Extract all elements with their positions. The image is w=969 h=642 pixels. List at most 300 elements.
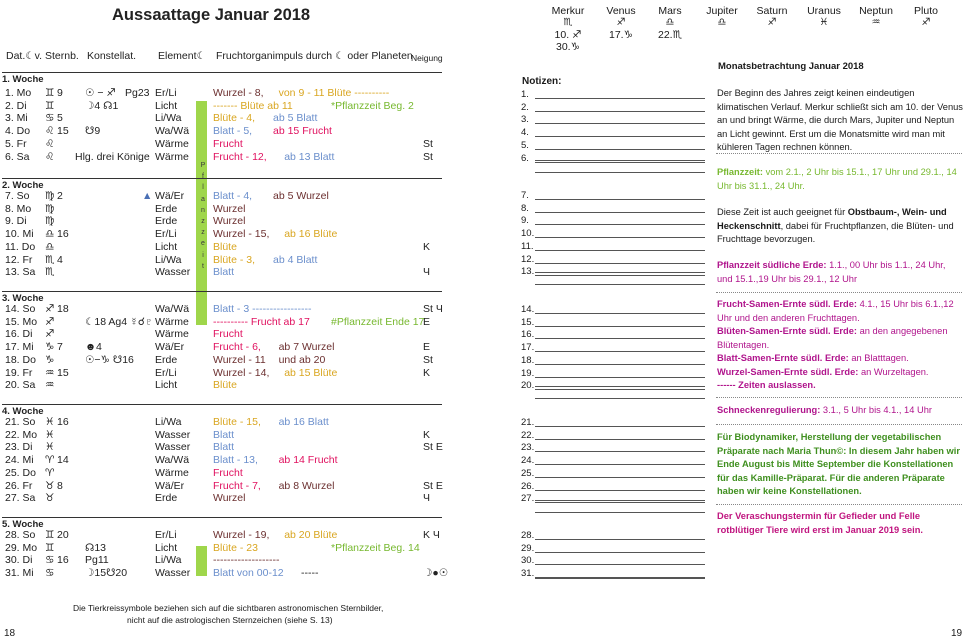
row-date: 24. Mi	[5, 454, 34, 467]
week-divider	[2, 72, 442, 73]
row-moon-time: 16	[57, 228, 69, 241]
row-sign: ♓	[45, 441, 55, 454]
row-date: 5. Fr	[5, 137, 27, 150]
notes-label: Notizen:	[522, 76, 562, 87]
note-line[interactable]	[535, 502, 705, 503]
note-number: 3.	[521, 114, 529, 126]
row-frucht: Wurzel - 8,	[213, 87, 264, 99]
row-element: Wärme	[155, 137, 189, 150]
planet-extra2	[695, 41, 749, 53]
row-element: Wa/Wä	[155, 303, 190, 315]
table-row	[5, 241, 445, 254]
note-number: 19.	[521, 367, 535, 379]
planet-extra2	[643, 41, 697, 53]
row-konstellation: ☾18 Ag4 ☿☌♇	[85, 315, 153, 328]
row-frucht: Wurzel - 15,	[213, 228, 270, 241]
note-line[interactable]	[535, 578, 705, 579]
row-element: Wasser	[155, 428, 191, 441]
note-number: 24.	[521, 455, 535, 467]
row-sign: ♈	[45, 454, 55, 467]
row-frucht: ------- Blüte ab 11	[213, 99, 293, 112]
row-moon-time: 7	[57, 341, 63, 354]
note-line[interactable]	[535, 160, 705, 161]
row-frucht: Blatt - 4,	[213, 190, 253, 202]
row-frucht: Wurzel - 19,	[213, 529, 270, 541]
row-sign: ♐	[45, 303, 55, 315]
row-element: Wä/Er	[155, 341, 185, 354]
planet-sign: ♐	[616, 17, 626, 28]
vertical-letter: i	[202, 251, 204, 259]
note-line[interactable]	[535, 98, 705, 99]
planet-column	[849, 5, 903, 53]
row-date: 27. Sa	[5, 492, 36, 505]
row-konstellation: ☋9	[85, 125, 101, 138]
note-line[interactable]	[535, 263, 705, 264]
header-neigung: Neigung	[411, 53, 443, 63]
planet-column	[899, 5, 953, 53]
veraschung-text: Der Veraschungstermin für Gefieder und Felle rotblütiger Tiere wird erst im Januar 2019 sein.	[717, 511, 923, 535]
note-number: 18.	[521, 354, 535, 366]
note-line[interactable]	[535, 111, 705, 112]
planet-name: Jupiter	[706, 5, 738, 17]
row-sign: ♌	[45, 125, 55, 138]
table-row	[5, 87, 445, 100]
planet-name: Uranus	[807, 5, 841, 17]
row-element: Erde	[155, 202, 178, 215]
week-label: 1. Woche	[2, 74, 44, 85]
row-sign: ♊	[45, 541, 55, 554]
table-row	[5, 441, 445, 454]
planet-extra	[849, 29, 903, 41]
planet-extra: 22.♏	[657, 29, 682, 41]
planet-extra: 10. ♐	[554, 29, 582, 41]
note-number: 31.	[521, 568, 535, 580]
row-date: 1. Mo	[5, 87, 32, 99]
table-row	[5, 138, 445, 151]
note-number: 15.	[521, 316, 535, 328]
row-element: Licht	[155, 541, 178, 554]
row-sign: ♍	[45, 190, 55, 202]
week-label: 3. Woche	[2, 293, 44, 304]
week-divider	[2, 178, 442, 179]
row-konstellation: Hlg. drei Könige	[75, 150, 150, 163]
planet-column	[745, 5, 799, 53]
note-number: 1.	[521, 89, 529, 100]
row-date: 11. Do	[5, 240, 36, 253]
row-moon-time: 4	[57, 253, 63, 266]
row-frucht-2: ab 8 Wurzel	[278, 479, 335, 492]
row-date: 28. So	[5, 529, 36, 541]
row-frucht-2: ab 16 Blüte	[284, 228, 338, 241]
note-line[interactable]	[535, 552, 705, 553]
note-number: 21.	[521, 417, 535, 428]
planet-name: Merkur	[551, 5, 585, 17]
planet-column	[643, 5, 697, 53]
row-neigung: K	[423, 428, 431, 441]
row-date: 4. Do	[5, 125, 31, 138]
note-line[interactable]	[535, 439, 705, 440]
note-line[interactable]	[535, 250, 705, 251]
note-number: 30.	[521, 555, 535, 567]
note-line[interactable]	[535, 123, 705, 124]
row-date: 31. Mi	[5, 567, 34, 580]
note-line[interactable]	[535, 351, 705, 352]
row-element: Li/Wa	[155, 253, 182, 266]
planet-sign: ♐	[921, 17, 931, 28]
planet-sign: ♎	[717, 17, 727, 28]
header-date: Dat.☾v. Sternb.	[6, 50, 79, 62]
vertical-letter: f	[202, 173, 204, 181]
planet-sign: ♓	[819, 17, 829, 28]
row-neigung: K	[423, 240, 431, 253]
note-line[interactable]	[535, 512, 705, 513]
note-line[interactable]	[535, 136, 705, 137]
row-element: Wä/Er	[155, 479, 185, 492]
row-sign: ♉	[45, 479, 55, 492]
week-label: 5. Woche	[2, 519, 44, 530]
planet-extra	[695, 29, 749, 41]
week-label: 2. Woche	[2, 180, 44, 191]
note-line[interactable]	[535, 464, 705, 465]
note-line[interactable]	[535, 313, 705, 314]
table-row	[5, 467, 445, 480]
row-sign: ♏	[45, 253, 55, 266]
row-frucht-2: ab 16 Blatt	[278, 416, 329, 428]
row-frucht: Blatt von 00-12	[213, 567, 284, 580]
row-element: Wasser	[155, 266, 191, 279]
planet-extra2	[899, 41, 953, 53]
row-element: Er/Li	[155, 366, 177, 379]
row-frucht: Blatt	[213, 428, 235, 441]
row-sign: ♐	[45, 328, 55, 341]
note-number: 5.	[521, 139, 529, 151]
row-date: 18. Do	[5, 353, 36, 366]
obstbaum-text: Diese Zeit ist auch geeignet für Obstbaum-, Wein- und Heckenschnitt, dabei für Fruchtpflanzen, die Blüten- und Fruchttage bevorzugen.	[717, 207, 954, 244]
row-frucht-2: *Pflanzzeit Beg. 2	[331, 99, 414, 112]
row-neigung: K Ч	[423, 529, 440, 541]
planet-extra2	[594, 41, 648, 53]
table-row	[5, 303, 445, 316]
row-frucht: Blatt	[213, 441, 235, 454]
row-sign: ♋	[45, 112, 55, 125]
table-row	[5, 341, 445, 354]
row-frucht: ---------- Frucht ab 17	[213, 315, 310, 328]
row-frucht: Wurzel - 14,	[213, 366, 270, 379]
note-number: 27.	[521, 493, 535, 505]
row-konstellation: ☉−♑ ☋16	[85, 353, 134, 366]
row-element: Licht	[155, 240, 178, 253]
table-row	[5, 112, 445, 125]
row-sign: ♒	[45, 379, 55, 392]
row-frucht-2: -----	[301, 567, 319, 580]
row-neigung: St Ч	[423, 303, 443, 315]
note-line[interactable]	[535, 284, 705, 285]
row-neigung: ☽●☉	[423, 567, 449, 580]
row-frucht: -------------------	[213, 554, 280, 567]
row-frucht: Frucht	[213, 466, 243, 479]
header-element: Element☾	[158, 50, 206, 62]
table-row	[5, 151, 445, 164]
planet-column	[797, 5, 851, 53]
table-row	[5, 416, 445, 429]
biodynamiker-text: Für Biodynamiker, Herstellung der vegetabilischen Präparate nach Maria Thun©: In diesem Jahr haben wir Ende August bis Mitte September die Konstellationen für das Kamille-Präparat. Für die anderen Präparate haben wir keine Konstellationen.	[717, 432, 960, 496]
planet-sign: ♒	[871, 17, 881, 28]
row-sign: ♍	[45, 215, 55, 228]
table-row	[5, 379, 445, 392]
note-line[interactable]	[535, 237, 705, 238]
row-sign: ♊	[45, 99, 55, 112]
note-line[interactable]	[535, 490, 705, 491]
divider	[716, 153, 962, 154]
row-konstellation: ☊13	[85, 541, 107, 554]
row-neigung: St E	[423, 441, 443, 454]
row-frucht-2: ab 7 Wurzel	[278, 341, 335, 354]
row-element: Erde	[155, 492, 178, 505]
vertical-letter: z	[201, 229, 205, 237]
row-element: Wasser	[155, 567, 191, 580]
pflanzzeit-text: Pflanzzeit: vom 2.1., 2 Uhr bis 15.1., 17 Uhr und 29.1., 14 Uhr bis 31.1., 24 Uhr.	[717, 167, 957, 191]
row-element: Li/Wa	[155, 554, 182, 567]
row-element: Er/Li	[155, 529, 177, 541]
note-line[interactable]	[535, 149, 705, 150]
planet-name: Mars	[658, 5, 682, 17]
row-neigung: K	[423, 366, 431, 379]
divider	[716, 397, 962, 398]
month-review-title: Monatsbetrachtung Januar 2018	[718, 61, 864, 72]
row-sign: ♍	[45, 202, 55, 215]
row-element: Licht	[155, 99, 178, 112]
row-sign: ♋	[45, 567, 55, 580]
note-line[interactable]	[535, 564, 705, 565]
row-sign: ♏	[45, 266, 55, 279]
row-date: 16. Di	[5, 328, 33, 341]
week-divider	[2, 404, 442, 405]
table-row	[5, 454, 445, 467]
row-neigung: Ч	[423, 492, 430, 505]
row-sign: ♑	[45, 353, 55, 366]
row-konstellation: ☽4 ☊1	[85, 99, 119, 112]
vertical-letter: e	[201, 240, 205, 248]
note-number: 8.	[521, 202, 529, 214]
row-konstellation: Pg11	[85, 554, 109, 567]
note-number: 6.	[521, 152, 529, 164]
row-frucht: Frucht	[213, 137, 243, 150]
row-frucht: Blatt - 13,	[213, 454, 258, 467]
row-element: Wärme	[155, 315, 189, 328]
planet-name: Venus	[606, 5, 636, 17]
row-frucht: Blatt - 5,	[213, 125, 253, 138]
row-element: Wärme	[155, 466, 189, 479]
note-number: 7.	[521, 190, 529, 201]
row-frucht-2: ab 13 Blatt	[284, 150, 335, 163]
vertical-letter: P	[200, 162, 206, 169]
divider	[716, 424, 962, 425]
note-line[interactable]	[535, 364, 705, 365]
table-row	[5, 354, 445, 367]
note-line[interactable]	[535, 224, 705, 225]
row-moon-time: 15	[57, 125, 69, 138]
row-frucht-2: ab 15 Blüte	[284, 366, 338, 379]
note-number: 16.	[521, 329, 535, 341]
note-number: 2.	[521, 101, 529, 113]
pflanzzeit-sued-text: Pflanzzeit südliche Erde: 1.1., 00 Uhr bis 1.1., 24 Uhr, und 15.1.,19 Uhr bis 29.1., 12 Uhr	[717, 260, 946, 284]
schnecken-text: Schneckenregulierung: 3.1., 5 Uhr bis 4.1., 14 Uhr	[717, 405, 932, 415]
note-number: 14.	[521, 304, 535, 315]
table-row	[5, 266, 445, 279]
row-sign: ♎	[45, 228, 55, 241]
table-row	[5, 228, 445, 241]
table-row	[5, 215, 445, 228]
row-date: 9. Di	[5, 215, 27, 228]
note-line[interactable]	[535, 326, 705, 327]
note-line[interactable]	[535, 451, 705, 452]
planet-name: Neptun	[859, 5, 893, 17]
table-row	[5, 542, 445, 555]
note-number: 10.	[521, 228, 535, 240]
row-frucht: Wurzel - 11	[213, 353, 266, 366]
note-line[interactable]	[535, 500, 705, 501]
note-line[interactable]	[535, 275, 705, 276]
table-row	[5, 492, 445, 505]
note-line[interactable]	[535, 377, 705, 378]
row-frucht: Blüte	[213, 379, 237, 392]
row-element: Wärme	[155, 150, 189, 163]
row-date: 14. So	[5, 303, 36, 315]
samen-ernte-text: Frucht-Samen-Ernte südl. Erde: 4.1., 15 Uhr bis 6.1.,12 Uhr und den anderen Fruchttagen. Blüten-Samen-Ernte südl. Erde: an den angegebenen Blütentagen. Blatt-Samen-Ernte südl. Erde: an Blatttagen. Wurzel-Samen-Ernte südl. Erde: an Wurzeltagen. ------ Zeiten auslassen.	[717, 299, 954, 390]
row-konstellation: ☽15☋20	[85, 567, 128, 580]
note-number: 9.	[521, 215, 529, 227]
table-row	[5, 554, 445, 567]
footnote-line1: Die Tierkreissymbole beziehen sich auf die sichtbaren astronomischen Sternbilder,	[73, 603, 384, 613]
row-element: Er/Li	[155, 228, 177, 241]
planet-extra2	[849, 41, 903, 53]
note-line[interactable]	[535, 272, 705, 273]
table-row	[5, 367, 445, 380]
planet-column	[541, 5, 595, 53]
row-moon-time: 15	[57, 366, 69, 379]
row-element: Li/Wa	[155, 416, 182, 428]
planet-column	[695, 5, 749, 53]
note-line[interactable]	[535, 539, 705, 540]
row-frucht-2: ab 15 Frucht	[273, 125, 332, 138]
planet-column	[594, 5, 648, 53]
row-neigung: St	[423, 353, 433, 366]
row-date: 19. Fr	[5, 366, 33, 379]
row-date: 13. Sa	[5, 266, 36, 279]
vertical-letter: t	[202, 262, 204, 270]
row-date: 30. Di	[5, 554, 33, 567]
note-number: 23.	[521, 442, 535, 454]
row-frucht: Wurzel	[213, 492, 246, 505]
row-frucht: Blatt	[213, 266, 235, 279]
row-neigung: St	[423, 150, 433, 163]
row-date: 10. Mi	[5, 228, 34, 241]
row-date: 21. So	[5, 416, 36, 428]
vertical-letter: a	[201, 195, 205, 203]
row-moon-time: 8	[57, 479, 63, 492]
note-number: 22.	[521, 429, 535, 441]
note-number: 20.	[521, 380, 535, 392]
planet-extra	[745, 29, 799, 41]
row-neigung: E	[423, 341, 431, 354]
row-sign: ♓	[45, 428, 55, 441]
row-moon-time: 5	[57, 112, 63, 125]
row-frucht: Blatt - 3 -----------------	[213, 303, 312, 315]
note-line[interactable]	[535, 172, 705, 173]
row-sign: ♎	[45, 240, 55, 253]
note-line[interactable]	[535, 398, 705, 399]
planet-name: Saturn	[756, 5, 788, 17]
vertical-letter: n	[201, 206, 205, 214]
week-divider	[2, 517, 442, 518]
row-date: 20. Sa	[5, 379, 36, 392]
row-frucht: Blüte - 4,	[213, 112, 256, 125]
row-moon-time: 14	[57, 454, 69, 467]
row-moon-time: 2	[57, 190, 63, 202]
planet-extra	[899, 29, 953, 41]
row-sign: ♊	[45, 87, 55, 99]
row-frucht: Frucht - 6,	[213, 341, 261, 354]
row-element: Licht	[155, 379, 178, 392]
row-sign: ♌	[45, 137, 55, 150]
row-frucht-2: *Pflanzzeit Beg. 14	[331, 541, 420, 554]
note-number: 29.	[521, 542, 535, 554]
note-line[interactable]	[535, 386, 705, 387]
row-date: 29. Mo	[5, 541, 38, 554]
table-row	[5, 480, 445, 493]
planet-name: Pluto	[914, 5, 938, 17]
row-date: 3. Mi	[5, 112, 28, 125]
row-sign: ♈	[45, 466, 55, 479]
row-moon-time: 9	[57, 87, 63, 99]
note-line[interactable]	[535, 477, 705, 478]
row-frucht: Blüte	[213, 240, 237, 253]
planet-extra: 17.♑	[608, 29, 633, 41]
note-number: 11.	[521, 240, 534, 252]
table-row	[5, 254, 445, 267]
row-date: 23. Di	[5, 441, 33, 454]
row-sign: ♉	[45, 492, 55, 505]
vertical-letter: z	[201, 218, 205, 226]
note-line[interactable]	[535, 338, 705, 339]
note-line[interactable]	[535, 199, 705, 200]
table-row	[5, 328, 445, 341]
row-frucht: Blüte - 3,	[213, 253, 256, 266]
planet-sign: ♐	[767, 17, 777, 28]
row-frucht-2: ab 20 Blüte	[284, 529, 338, 541]
divider	[716, 292, 962, 293]
row-sign: ♌	[45, 150, 55, 163]
note-line[interactable]	[535, 426, 705, 427]
row-moon-time: 20	[57, 529, 69, 541]
row-konstellation: ☉ − ♐	[85, 87, 116, 99]
row-date: 17. Mi	[5, 341, 34, 354]
note-line[interactable]	[535, 212, 705, 213]
note-line[interactable]	[535, 389, 705, 390]
note-line[interactable]	[535, 162, 705, 163]
row-date: 2. Di	[5, 99, 27, 112]
header-fruchtorganimpuls: Fruchtorganimpuls durch ☾ oder Planeten	[216, 50, 413, 62]
vertical-letter: l	[202, 184, 204, 192]
row-sign: ♒	[45, 366, 55, 379]
row-element: Wärme	[155, 328, 189, 341]
row-element: Wä/Er	[155, 190, 185, 202]
row-frucht-2: ab 14 Frucht	[278, 454, 338, 467]
header-konstellation: Konstellat.	[87, 50, 137, 62]
row-neigung: E	[423, 315, 431, 328]
table-row	[5, 567, 449, 580]
page-title: Aussaattage Januar 2018	[112, 6, 311, 24]
